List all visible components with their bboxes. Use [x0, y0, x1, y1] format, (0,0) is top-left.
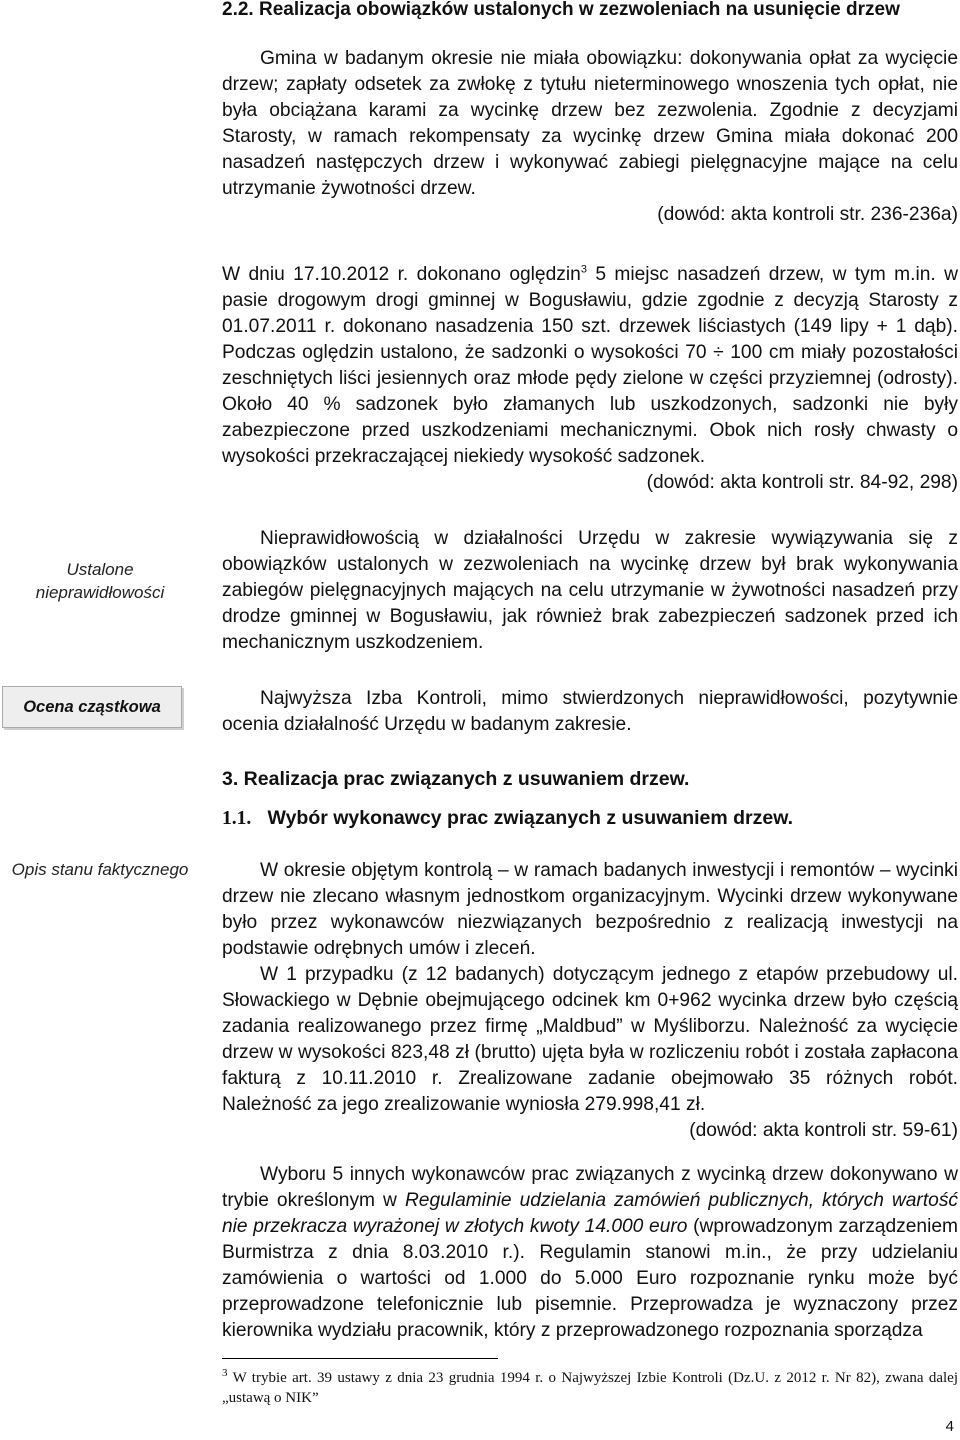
paragraph-inspection — [222, 262, 958, 496]
paragraph-text: Wyboru 5 innych wykonawców prac związanych z wycinką drzew dokonywano w trybie określonym w Regulaminie udzielania zamówień publicznych, których wartość nie przekracza wyrażonej w złotych kwoty 14.000 euro (wprowadzonym zarządzeniem Burmistrza z dnia 8.03.2010 r.). Regulamin stanowi m.in., że przy udzielaniu zamówienia o wartości od 1.000 do 5.000 Euro rozpoznanie rynku może być przeprowadzone telefonicznie lub pisemnie. Przeprowadza je wyznaczony przez kierownika wydziału pracownik, który z przeprowadzonego rozpoznania sporządza — [222, 1164, 959, 1341]
evidence-reference: (dowód: akta kontroli str. 236-236a) — [657, 204, 958, 225]
paragraph-text: W okresie objętym kontrolą – w ramach badanych inwestycji i remontów – wycinki drzew nie zlecano własnym jednostkom organizacyjnym. Wycinki drzew wykonywane było przez wykonawców niezwiązanych bezpośrednio z realizacją inwestycji na podstawie odrębnych umów i zleceń. — [222, 860, 958, 959]
footnote-separator — [222, 1358, 498, 1359]
sidebar-assessment-box: Ocena cząstkowa — [2, 686, 182, 728]
paragraph-regulation — [222, 1162, 958, 1344]
paragraph-irregularity — [222, 526, 958, 656]
paragraph-text: Najwyższa Izba Kontroli, mimo stwierdzonych nieprawidłowości, pozytywnie ocenia działalność Urzędu w badanym zakresie. — [222, 688, 958, 735]
paragraph-text: W 1 przypadku (z 12 badanych) dotyczącym jednego z etapów przebudowy ul. Słowackiego w Dębnie obejmującego odcinek km 0+962 wycinka drzew było częścią zadania realizowanego przez firmę „Maldbud” w Myśliborzu. Należność za wycięcie drzew w wysokości 823,48 zł (brutto) ujęta była w rozliczeniu robót i została zapłacona fakturą z 10.11.2010 r. Zrealizowane zadanie obejmowało 35 różnych robót. Należność za jego zrealizowanie wyniosła 279.998,41 zł. — [222, 964, 958, 1115]
section-heading: 2.2. Realizacja obowiązków ustalonych w zezwoleniach na usunięcie drzew — [222, 0, 900, 20]
sidebar-irregularities-label: Ustalone nieprawidłowości — [35, 560, 165, 602]
footnote: $^3$ W trybie art. 39 ustawy z dnia 23 grudnia 1994 r. o Najwyższej Izbie Kontroli (Dz.U. z 2012 r. Nr 82), zwana dalej „ustawą o NIK” — [222, 1367, 958, 1406]
paragraph-text: Nieprawidłowością w działalności Urzędu w zakresie wywiązywania się z obowiązków ustalonych w zezwoleniach na wycinkę drzew był brak wykonywania zabiegów pielęgnacyjnych mających na celu utrzymanie w żywotności nasadzeń przy drodze gminnej w Bogusławiu, jak również brak zabezpieczeń sadzonek przed ich mechanicznym uszkodzeniem. — [222, 528, 958, 653]
paragraph-text: W dniu 17.10.2012 r. dokonano oględzin$^3$ 5 miejsc nasadzeń drzew, w tym m.in. w pasie drogowym drogi gminnej w Bogusławiu, gdzie zgodnie z decyzją Starosty z 01.07.2011 r. dokonano nasadzenia 150 szt. drzewek liściastych (149 lipy + 1 dąb). Podczas oględzin ustalono, że sadzonki o wysokości 70 ÷ 100 cm miały pozostałości zeschniętych liści jesiennych oraz młode pędy zielone w części przyziemnej (odrosty). Około 40 % sadzonek było złamanych lub uszkodzonych, sadzonki nie były zabezpieczone przed uszkodzeniami mechanicznymi. Obok nich rosły chwasty o wysokości przekraczającej niekiedy wysokość sadzonek. — [222, 263, 958, 467]
heading-section-3: 3. Realizacja prac związanych z usuwaniem drzew. — [222, 768, 690, 790]
footnote-ref: 3 — [580, 263, 587, 276]
evidence-reference: (dowód: akta kontroli str. 84-92, 298) — [646, 472, 958, 493]
paragraph-obligations — [222, 46, 958, 228]
sidebar-actual-state-label: Opis stanu faktycznego — [11, 860, 189, 879]
paragraph-text: Gmina w badanym okresie nie miała obowiązku: dokonywania opłat za wycięcie drzew; zapłaty odsetek za zwłokę z tytułu nieterminowego wnoszenia tych opłat, nie była obciążana karami za wycinkę drzew bez zezwolenia. Zgodnie z decyzjami Starosty, w ramach rekompensaty za wycinkę drzew Gmina miała dokonać 200 nasadzeń następczych drzew i wykonywać zabiegi pielęgnacyjne mające na celu utrzymanie żywotności drzew. — [222, 48, 958, 199]
paragraph-contractor-selection — [222, 858, 958, 1144]
heading-section-1-1: 1.1. Wybór wykonawcy prac związanych z usuwaniem drzew. — [222, 807, 794, 829]
evidence-reference: (dowód: akta kontroli str. 59-61) — [689, 1120, 958, 1141]
page-number: 4 — [945, 1418, 954, 1435]
paragraph-assessment — [222, 686, 958, 738]
